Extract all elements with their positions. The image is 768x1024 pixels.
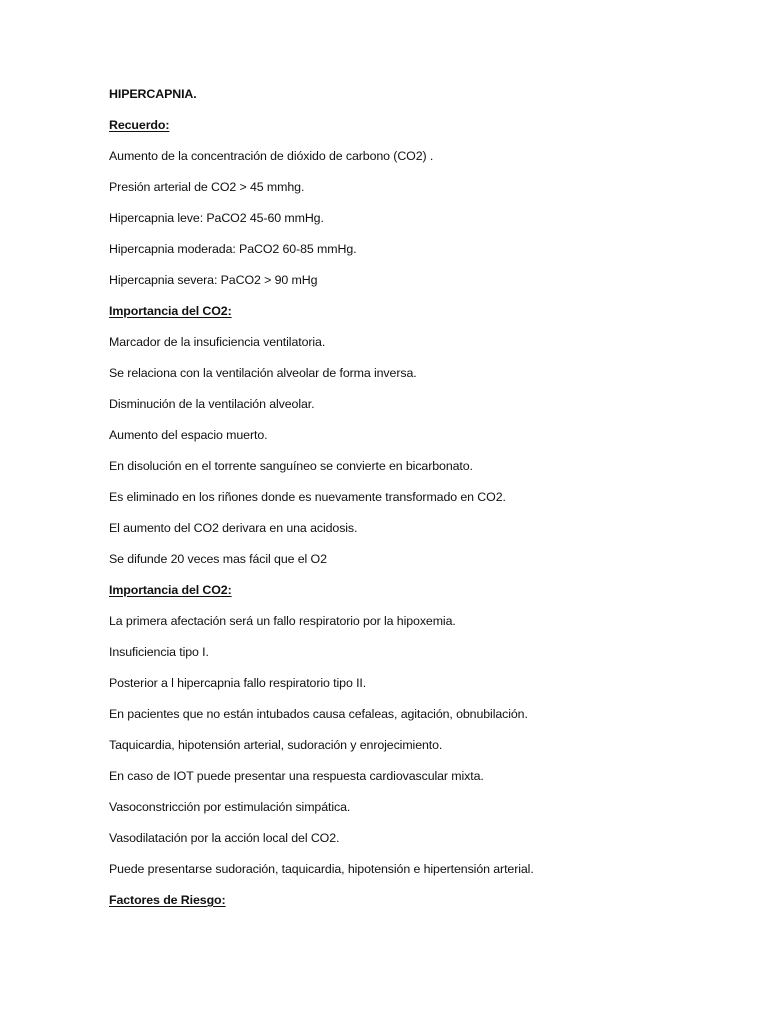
paragraph-line: En disolución en el torrente sanguíneo se convierte en bicarbonato. — [109, 459, 473, 473]
paragraph-line: Puede presentarse sudoración, taquicardia, hipotensión e hipertensión arterial. — [109, 862, 534, 876]
paragraph-line: Vasoconstricción por estimulación simpática. — [109, 800, 351, 814]
paragraph-line: Se difunde 20 veces mas fácil que el O2 — [109, 552, 327, 566]
paragraph-line: Posterior a l hipercapnia fallo respiratorio tipo II. — [109, 676, 367, 690]
paragraph-line: Se relaciona con la ventilación alveolar de forma inversa. — [109, 366, 417, 380]
paragraph-line: Insuficiencia tipo I. — [109, 645, 209, 659]
paragraph-line: Disminución de la ventilación alveolar. — [109, 397, 315, 411]
document-body — [109, 84, 709, 921]
paragraph-line: Vasodilatación por la acción local del CO2. — [109, 831, 340, 845]
paragraph-line: Marcador de la insuficiencia ventilatoria. — [109, 335, 326, 349]
paragraph-line: Hipercapnia leve: PaCO2 45-60 mmHg. — [109, 211, 324, 225]
paragraph-line: Hipercapnia severa: PaCO2 > 90 mHg — [109, 273, 318, 287]
paragraph-line: Hipercapnia moderada: PaCO2 60-85 mmHg. — [109, 242, 357, 256]
section-heading-factores: Factores de Riesgo: — [109, 893, 226, 907]
section-heading-recuerdo: Recuerdo: — [109, 118, 170, 132]
section-heading-importancia-2: Importancia del CO2: — [109, 583, 232, 597]
paragraph-line: El aumento del CO2 derivara en una acidosis. — [109, 521, 358, 535]
paragraph-line: Es eliminado en los riñones donde es nuevamente transformado en CO2. — [109, 490, 506, 504]
paragraph-line: Presión arterial de CO2 > 45 mmhg. — [109, 180, 305, 194]
paragraph-line: La primera afectación será un fallo respiratorio por la hipoxemia. — [109, 614, 456, 628]
document-title: HIPERCAPNIA. — [109, 87, 197, 101]
paragraph-line: En pacientes que no están intubados causa cefaleas, agitación, obnubilación. — [109, 707, 528, 721]
section-heading-importancia: Importancia del CO2: — [109, 304, 232, 318]
paragraph-line: Aumento del espacio muerto. — [109, 428, 268, 442]
paragraph-line: Aumento de la concentración de dióxido de carbono (CO2) . — [109, 149, 434, 163]
paragraph-line: Taquicardia, hipotensión arterial, sudoración y enrojecimiento. — [109, 738, 443, 752]
paragraph-line: En caso de IOT puede presentar una respuesta cardiovascular mixta. — [109, 769, 484, 783]
